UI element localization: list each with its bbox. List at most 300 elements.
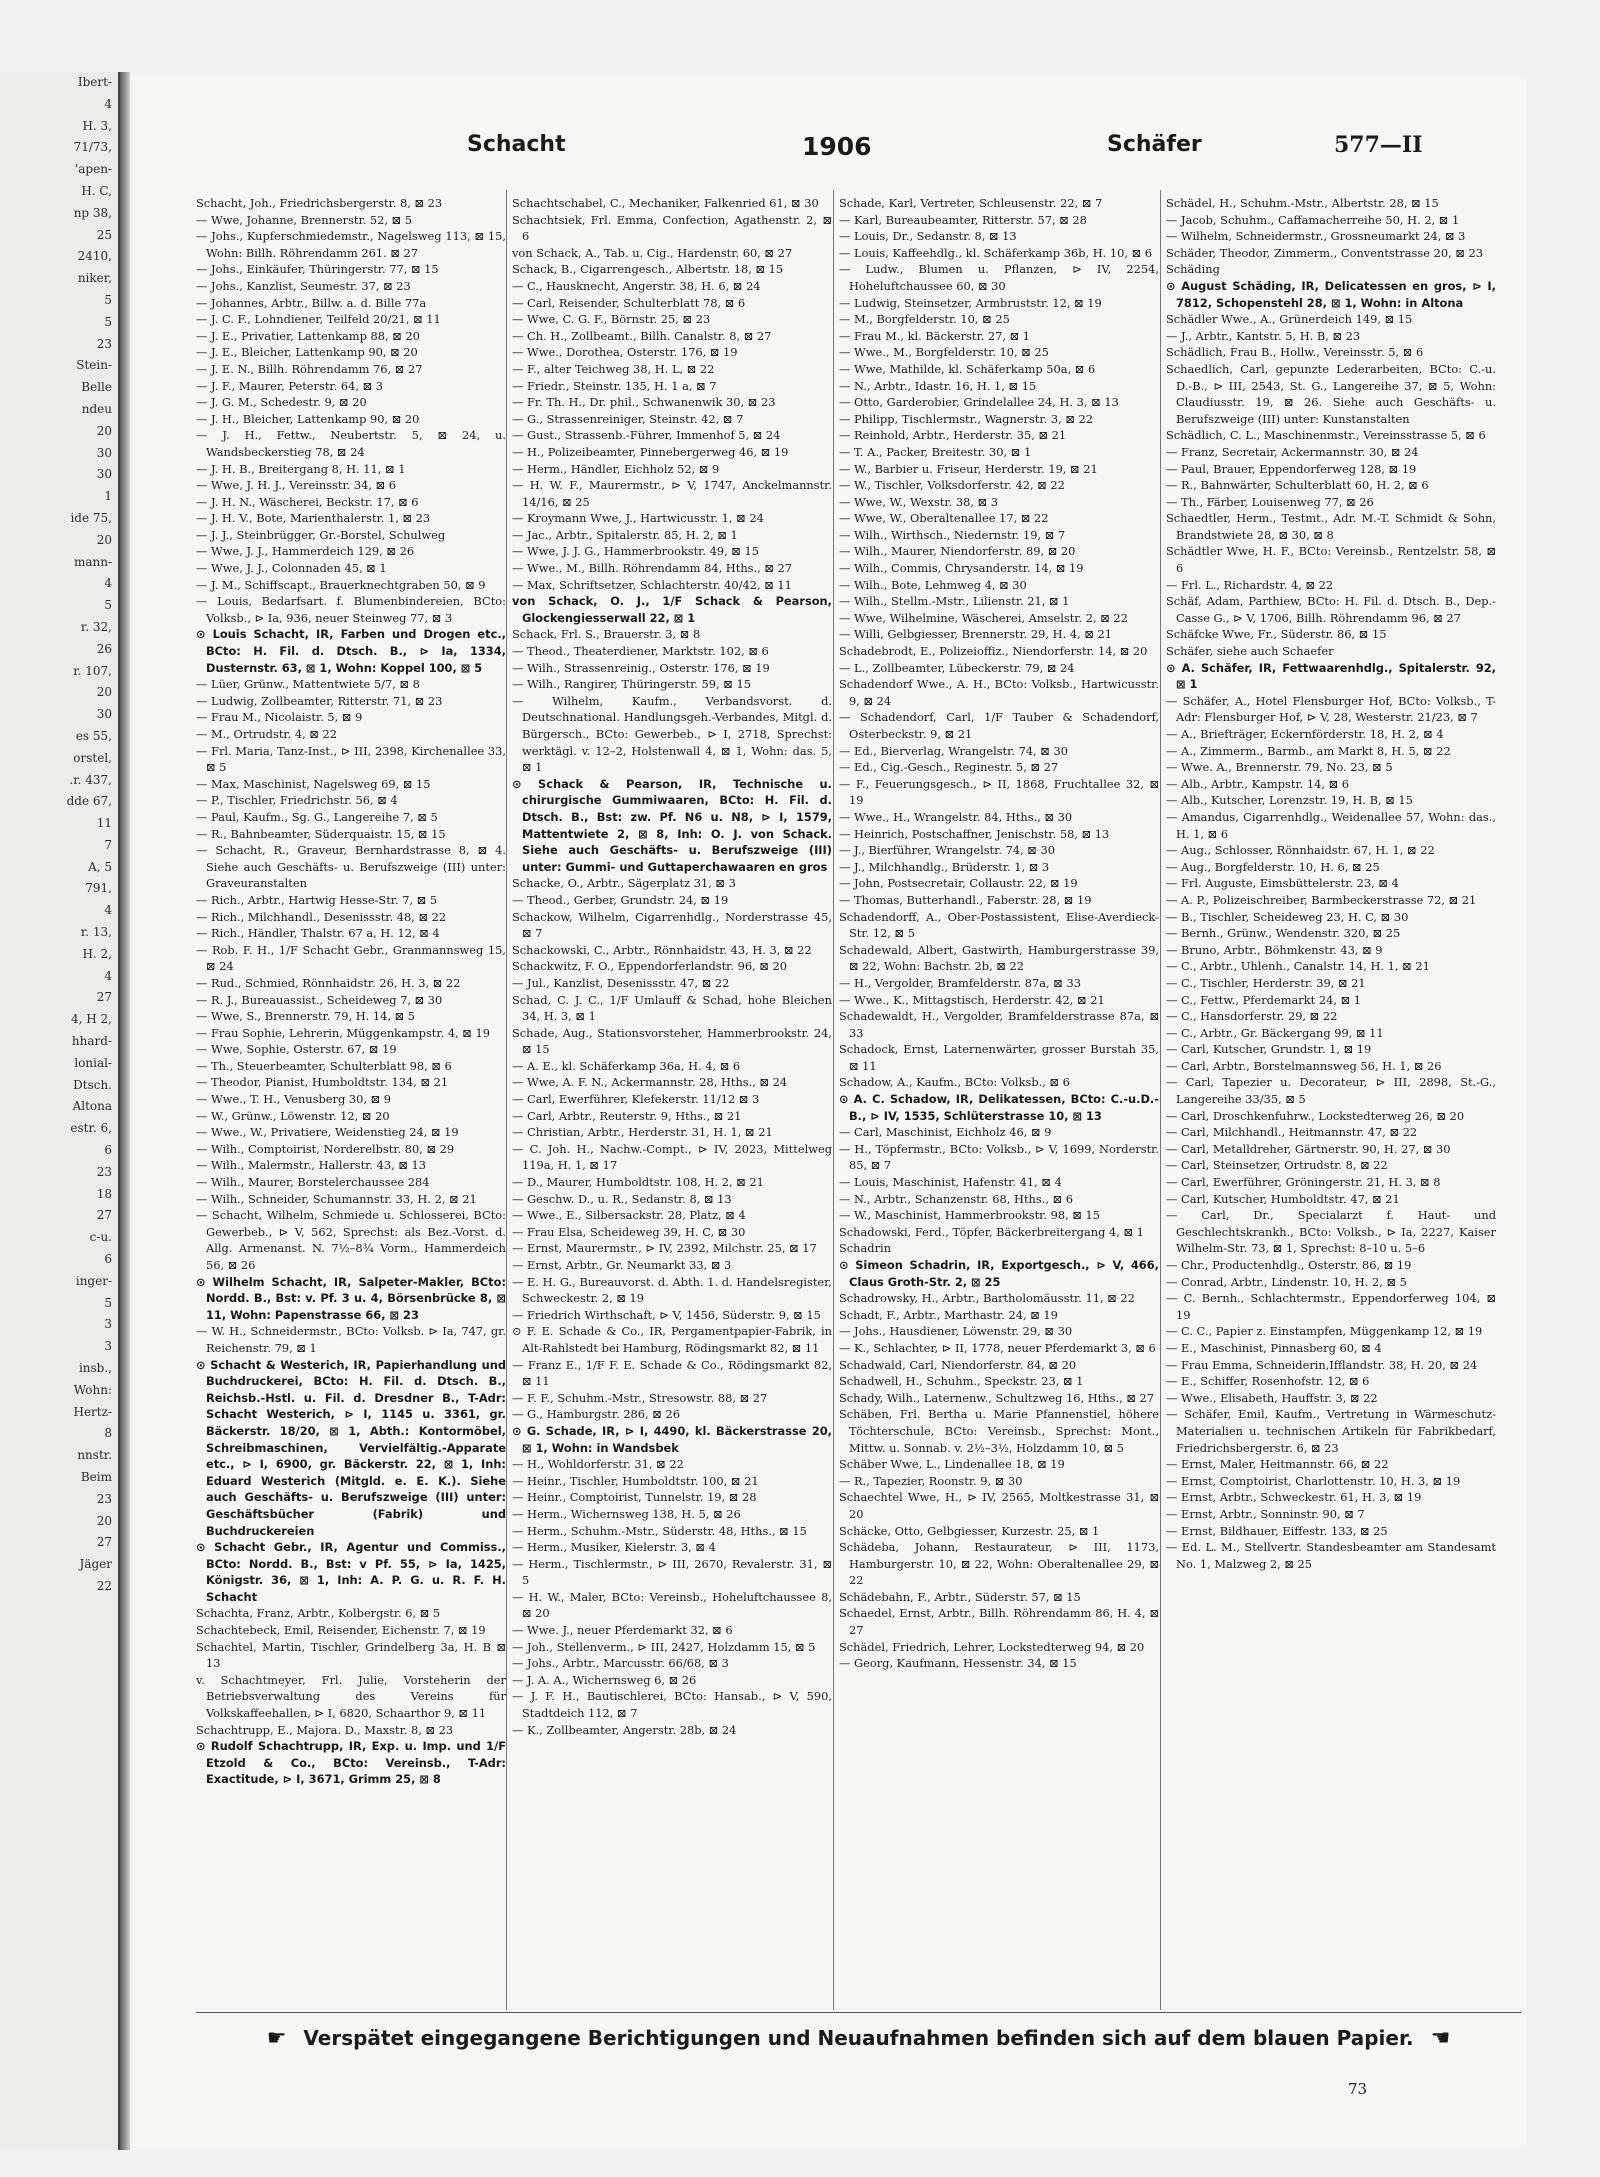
directory-entry: — C., Arbtr., Uhlenh., Canalstr. 14, H. 1, ⊠ 21 bbox=[1166, 959, 1430, 974]
directory-entry: — Friedr., Steinstr. 135, H. 1 a, ⊠ 7 bbox=[512, 378, 717, 393]
left-margin-fragment: 27 bbox=[96, 1208, 112, 1223]
header-right-keyword: Schäfer bbox=[1107, 132, 1202, 157]
left-margin-fragment: Beim bbox=[80, 1470, 112, 1484]
directory-entry: Schadwald, Carl, Niendorferstr. 84, ⊠ 20 bbox=[839, 1357, 1077, 1372]
left-margin-fragment: Wohn: bbox=[73, 1382, 112, 1397]
directory-entry: — Carl, Ewerführer, Klefekerstr. 11/12 ⊠ 3 bbox=[512, 1092, 760, 1107]
directory-entry: Schädtler Wwe, H. F., BCto: Vereinsb., Rentzelstr. 58, ⊠ 6 bbox=[1166, 544, 1496, 576]
directory-entry: — Rich., Händler, Thalstr. 67 a, H. 12, ⊠ 4 bbox=[196, 926, 440, 941]
directory-entry: — J. E., Privatier, Lattenkamp 88, ⊠ 20 bbox=[196, 328, 420, 343]
directory-entry: — C., Arbtr., Gr. Bäckergang 99, ⊠ 11 bbox=[1166, 1025, 1384, 1040]
directory-entry: Schadewaldt, H., Vergolder, Bramfelderstrasse 87a, ⊠ 33 bbox=[839, 1009, 1159, 1040]
directory-entry: — W., Maschinist, Hammerbrookstr. 98, ⊠ 15 bbox=[839, 1208, 1101, 1223]
directory-entry: — M., Ortrudstr. 4, ⊠ 22 bbox=[196, 727, 337, 741]
directory-entry: — Ernst, Maler, Heitmannstr. 66, ⊠ 22 bbox=[1166, 1457, 1389, 1472]
directory-entry: — W. H., Schneidermstr., BCto: Volksb. ⊳ Ia, 747, gr. Reichenstr. 79, ⊠ 1 bbox=[196, 1324, 506, 1355]
folio-number: 73 bbox=[1348, 2080, 1368, 2098]
directory-entry: — Ludwig, Zollbeamter, Ritterstr. 71, ⊠ 23 bbox=[196, 693, 443, 708]
directory-entry: — Theod., Theaterdiener, Marktstr. 102, ⊠ 6 bbox=[512, 644, 769, 659]
directory-entry: — Wwe., W., Privatiere, Weidenstieg 24, ⊠ 19 bbox=[196, 1125, 459, 1140]
directory-entry: Schachtsiek, Frl. Emma, Confection, Agathenstr. 2, ⊠ 6 bbox=[512, 212, 832, 244]
directory-entry: — Lüer, Grünw., Mattentwiete 5/7, ⊠ 8 bbox=[196, 677, 420, 692]
directory-entry: — Jul., Kanzlist, Desenissstr. 47, ⊠ 22 bbox=[512, 975, 730, 990]
directory-entry: — Karl, Bureaubeamter, Ritterstr. 57, ⊠ 28 bbox=[839, 212, 1087, 227]
directory-entry: — K., Zollbeamter, Angerstr. 28b, ⊠ 24 bbox=[512, 1722, 737, 1737]
directory-entry: — Ernst, Comptoirist, Charlottenstr. 10, H. 3, ⊠ 19 bbox=[1166, 1473, 1461, 1488]
directory-entry: — Conrad, Arbtr., Lindenstr. 10, H. 2, ⊠ 5 bbox=[1166, 1274, 1407, 1289]
directory-entry: Schaedtler, Herm., Testmt., Adr. M.-T. Schmidt & Sohn, Brandstwiete 28, ⊠ 30, ⊠ 8 bbox=[1166, 511, 1496, 542]
directory-entry: — H., Vergolder, Bramfelderstr. 87a, ⊠ 33 bbox=[839, 975, 1081, 990]
left-margin-fragment: 20 bbox=[96, 423, 112, 438]
directory-entry: — Ed., Cig.-Gesch., Reginestr. 5, ⊠ 27 bbox=[839, 760, 1059, 775]
directory-entry: — L., Zollbeamter, Lübeckerstr. 79, ⊠ 24 bbox=[839, 660, 1075, 675]
left-margin-fragment: mann- bbox=[73, 554, 112, 569]
directory-entry: Schack, B., Cigarrengesch., Albertstr. 18, ⊠ 15 bbox=[512, 262, 784, 277]
left-margin-fragment: 30 bbox=[96, 707, 112, 722]
left-margin-fragment: Hertz- bbox=[73, 1404, 112, 1419]
left-margin-fragment: 23 bbox=[96, 336, 112, 351]
left-margin-fragment: 5 bbox=[104, 1295, 112, 1310]
left-margin-fragment: inger- bbox=[75, 1273, 112, 1288]
footer-rule bbox=[196, 2012, 1521, 2013]
directory-entry: Schadrin bbox=[839, 1241, 892, 1256]
pointing-hand-right-icon: ☛ bbox=[266, 2026, 287, 2051]
directory-entry: — H., Wohldorferstr. 31, ⊠ 22 bbox=[512, 1457, 684, 1472]
directory-entry: — T. A., Packer, Breitestr. 30, ⊠ 1 bbox=[839, 444, 1032, 459]
directory-entry: Schädel, H., Schuhm.-Mstr., Albertstr. 28, ⊠ 15 bbox=[1166, 196, 1439, 210]
directory-entry: — Christian, Arbtr., Herderstr. 31, H. 1, ⊠ 21 bbox=[512, 1125, 773, 1140]
directory-entry: Schachtrupp, E., Majora. D., Maxstr. 8, ⊠ 23 bbox=[196, 1722, 454, 1737]
directory-entry: ⊙ Schacht & Westerich, IR, Papierhandlung und Buchdruckerei, BCto: H. Fil. d. Dtsch. B., Reichsb.-Hstl. u. Fil. d. Dresdner B., T-Adr: Schacht Westerich, ⊳ I, 1145 u. 3361, gr. Bäckerstr. 18/20, ⊠ 1, Abth.: Kontormöbel, Schreibmaschinen, Vervielfältig.-Apparate etc., ⊳ I, 6900, gr. Bäckerstr. 22, ⊠ 1, Inh: Eduard Westerich (Mitgld. e. E. K.). Siehe auch Geschäfts- u. Berufszweige (III) unter: Geschäftsbücher (Fabrik) und Buchdruckereien bbox=[196, 1357, 506, 1538]
directory-entry: — Wilh., Commis, Chrysanderstr. 14, ⊠ 19 bbox=[839, 561, 1084, 576]
directory-entry: — Wilh., Comptoirist, Norderelbstr. 80, ⊠ 29 bbox=[196, 1141, 455, 1156]
directory-entry: ⊙ August Schäding, IR, Delicatessen en gros, ⊳ I, 7812, Schopenstehl 28, ⊠ 1, Wohn: in Altona bbox=[1166, 278, 1496, 310]
directory-entry: Schackwitz, F. O., Eppendorferlandstr. 96, ⊠ 20 bbox=[512, 959, 787, 974]
directory-entry: ⊙ A. C. Schadow, IR, Delikatessen, BCto: C.-u.D.-B., ⊳ IV, 1535, Schlüterstrasse 10, ⊠ 13 bbox=[839, 1092, 1159, 1123]
directory-entry: — J. F. H., Bautischlerei, BCto: Hansab., ⊳ V, 590, Stadtdeich 112, ⊠ 7 bbox=[512, 1689, 832, 1721]
directory-entry: — Herm., Musiker, Kielerstr. 3, ⊠ 4 bbox=[512, 1540, 716, 1555]
directory-entry: — Louis, Maschinist, Hafenstr. 41, ⊠ 4 bbox=[839, 1175, 1062, 1190]
left-margin-fragment: r. 107, bbox=[73, 663, 112, 678]
directory-entry: — Ernst, Maurermstr., ⊳ IV, 2392, Milchstr. 25, ⊠ 17 bbox=[512, 1241, 817, 1256]
directory-entry: — Otto, Garderobier, Grindelallee 24, H. 3, ⊠ 13 bbox=[839, 395, 1119, 410]
directory-entry: ⊙ Wilhelm Schacht, IR, Salpeter-Makler, BCto: Nordd. B., Bst: v. Pf. 3 u. 4, Börsenbrücke 8, ⊠ 11, Wohn: Papenstrasse 66, ⊠ 23 bbox=[196, 1274, 506, 1322]
directory-entry: Schäder, Theodor, Zimmerm., Conventstrasse 20, ⊠ 23 bbox=[1166, 245, 1484, 260]
left-margin-fragment: ide 75, bbox=[70, 510, 112, 525]
directory-entry: — C., Hausknecht, Angerstr. 38, H. 6, ⊠ 24 bbox=[512, 278, 761, 293]
header-year: 1906 bbox=[802, 132, 872, 161]
left-margin-fragment: 6 bbox=[104, 1143, 112, 1158]
directory-entry: Schädler Wwe., A., Grünerdeich 149, ⊠ 15 bbox=[1166, 312, 1413, 327]
directory-entry: — Frau Emma, Schneiderin,Ifflandstr. 38, H. 20, ⊠ 24 bbox=[1166, 1357, 1478, 1372]
directory-entry: — Herm., Händler, Eichholz 52, ⊠ 9 bbox=[512, 461, 720, 476]
directory-entry: Schaechtel Wwe, H., ⊳ IV, 2565, Moltkestrasse 31, ⊠ 20 bbox=[839, 1490, 1159, 1521]
left-margin-fragment: H. C, bbox=[81, 183, 112, 198]
directory-entry: — N., Arbtr., Schanzenstr. 68, Hths., ⊠ 6 bbox=[839, 1191, 1073, 1206]
directory-entry: — Wilh., Malermstr., Hallerstr. 43, ⊠ 13 bbox=[196, 1158, 427, 1173]
directory-entry: Schaedlich, Carl, gepunzte Lederarbeiten, BCto: C.-u. D.-B., ⊳ III, 2543, St. G., Langereihe 37, ⊠ 5, Wohn: Claudiusstr. 19, ⊠ 26. Siehe auch Geschäfts- u. Berufszweige (III) unter: Kunstanstalten bbox=[1166, 361, 1496, 426]
left-margin-fragment: insb., bbox=[78, 1361, 112, 1376]
directory-entry: — H., Polizeibeamter, Pinnebergerweg 46, ⊠ 19 bbox=[512, 444, 789, 459]
directory-entry: — Wilhelm, Kaufm., Verbandsvorst. d. Deutschnational. Handlungsgeh.-Verbandes, Mitgl. d. Bürgersch., BCto: Gewerbeb., ⊳ I, 2718, Sprechst: werktägl. v. 12–2, Holstenwall 4, ⊠ 1, Wohn: das. 5, ⊠ 1 bbox=[512, 693, 832, 775]
left-margin-fragment: es 55, bbox=[75, 728, 112, 743]
directory-entry: — Theod., Gerber, Grundstr. 24, ⊠ 19 bbox=[512, 892, 729, 907]
directory-entry: Schackow, Wilhelm, Cigarrenhdlg., Norderstrasse 45, ⊠ 7 bbox=[512, 909, 832, 941]
directory-entry: — Frau Sophie, Lehrerin, Müggenkampstr. 4, ⊠ 19 bbox=[196, 1025, 490, 1040]
left-margin-fragment: r. 32, bbox=[80, 619, 112, 634]
directory-entry: — Georg, Kaufmann, Hessenstr. 34, ⊠ 15 bbox=[839, 1656, 1077, 1671]
directory-entry: — C., Tischler, Herderstr. 39, ⊠ 21 bbox=[1166, 975, 1366, 990]
column-4 bbox=[1166, 195, 1496, 2010]
directory-entry: v. Schachtmeyer, Frl. Julie, Vorsteherin der Betriebsverwaltung des Vereins für Volkskaffeehallen, ⊳ I, 6820, Schaarthor 9, ⊠ 11 bbox=[196, 1672, 506, 1721]
directory-entry: — J. G. M., Schedestr. 9, ⊠ 20 bbox=[196, 395, 367, 410]
directory-entry: — Wwe., M., Borgfelderstr. 10, ⊠ 25 bbox=[839, 345, 1049, 360]
left-margin-text bbox=[0, 72, 118, 1598]
directory-entry: Schacke, O., Arbtr., Sägerplatz 31, ⊠ 3 bbox=[512, 876, 736, 891]
directory-entry: — Johs., Hausdiener, Löwenstr. 29, ⊠ 30 bbox=[839, 1324, 1073, 1339]
directory-entry: Schäding bbox=[1166, 262, 1220, 277]
left-margin-fragment: 1 bbox=[104, 489, 112, 504]
directory-entry: — Jacob, Schuhm., Caffamacherreihe 50, H. 2, ⊠ 1 bbox=[1166, 212, 1460, 227]
directory-entry: Schadwell, H., Schuhm., Speckstr. 23, ⊠ 1 bbox=[839, 1374, 1084, 1389]
directory-entry: — R., Bahnwärter, Schulterblatt 60, H. 2, ⊠ 6 bbox=[1166, 478, 1429, 493]
directory-entry: — Amandus, Cigarrenhdlg., Weidenallee 57, Wohn: das., H. 1, ⊠ 6 bbox=[1166, 809, 1496, 841]
left-margin-fragment: H. 3, bbox=[82, 118, 112, 133]
left-margin-fragment: np 38, bbox=[73, 205, 112, 220]
directory-entry: — N., Arbtr., Idastr. 16, H. 1, ⊠ 15 bbox=[839, 378, 1037, 393]
directory-entry: — Ernst, Arbtr., Schweckestr. 61, H. 3, ⊠ 19 bbox=[1166, 1490, 1422, 1505]
directory-entry: — Chr., Productenhdlg., Osterstr. 86, ⊠ 19 bbox=[1166, 1258, 1412, 1272]
directory-entry: — C., Hansdorferstr. 29, ⊠ 22 bbox=[1166, 1009, 1338, 1024]
directory-entry: — Wilh., Maurer, Borstelerchaussee 284 bbox=[196, 1175, 430, 1190]
directory-entry: — E., Schiffer, Rosenhofstr. 12, ⊠ 6 bbox=[1166, 1374, 1370, 1389]
directory-entry: — Wwe, A. F. N., Ackermannstr. 28, Hths., ⊠ 24 bbox=[512, 1075, 788, 1090]
directory-entry: — Schäfer, A., Hotel Flensburger Hof, BCto: Volksb., T-Adr: Flensburger Hof, ⊳ V, 28, Westerstr. 21/23, ⊠ 7 bbox=[1166, 693, 1496, 725]
left-margin-fragment: 18 bbox=[96, 1186, 112, 1201]
directory-entry: Schadendorff, A., Ober-Postassistent, Elise-Averdieck-Str. 12, ⊠ 5 bbox=[839, 909, 1159, 941]
directory-entry: Schack, Frl. S., Brauerstr. 3, ⊠ 8 bbox=[512, 627, 701, 642]
directory-entry: — Alb., Arbtr., Kampstr. 14, ⊠ 6 bbox=[1166, 776, 1350, 791]
directory-entry: — C. C., Papier z. Einstampfen, Müggenkamp 12, ⊠ 19 bbox=[1166, 1324, 1483, 1339]
directory-entry: — J. A. A., Wichernsweg 6, ⊠ 26 bbox=[512, 1672, 697, 1687]
directory-entry: — Frau M., kl. Bäckerstr. 27, ⊠ 1 bbox=[839, 328, 1031, 343]
directory-entry: — W., Tischler, Volksdorferstr. 42, ⊠ 22 bbox=[839, 478, 1065, 493]
left-margin-fragment: 25 bbox=[96, 227, 112, 242]
left-margin-fragment: 4 bbox=[104, 96, 112, 111]
directory-entry: — Wwe., H., Wrangelstr. 84, Hths., ⊠ 30 bbox=[839, 809, 1073, 824]
directory-entry: — Ernst, Bildhauer, Eiffestr. 133, ⊠ 25 bbox=[1166, 1523, 1388, 1538]
left-margin-fragment: dde 67, bbox=[66, 794, 112, 809]
column-3 bbox=[839, 195, 1159, 2010]
directory-entry: ⊙ G. Schade, IR, ⊳ I, 4490, kl. Bäckerstrasse 20, ⊠ 1, Wohn: in Wandsbek bbox=[512, 1423, 832, 1455]
left-margin-fragment: 7 bbox=[104, 837, 112, 852]
directory-entry: — J. M., Schiffscapt., Brauerknechtgraben 50, ⊠ 9 bbox=[196, 577, 486, 592]
directory-columns bbox=[196, 195, 1521, 2010]
directory-entry: — Max, Schriftsetzer, Schlachterstr. 40/42, ⊠ 11 bbox=[512, 577, 792, 592]
directory-entry: — Johs., Kanzlist, Seumestr. 37, ⊠ 23 bbox=[196, 278, 411, 293]
directory-entry: — H. W., Maler, BCto: Vereinsb., Hoheluftchaussee 8, ⊠ 20 bbox=[512, 1589, 832, 1621]
left-margin-fragment: c-u. bbox=[89, 1230, 112, 1245]
directory-entry: Schädlich, C. L., Maschinenmstr., Vereinsstrasse 5, ⊠ 6 bbox=[1166, 428, 1486, 443]
directory-entry: — P., Tischler, Friedrichstr. 56, ⊠ 4 bbox=[196, 793, 398, 808]
left-margin-fragment: Belle bbox=[81, 380, 112, 395]
directory-entry: — Wwe, Mathilde, kl. Schäferkamp 50a, ⊠ 6 bbox=[839, 361, 1096, 376]
directory-entry: — F. F., Schuhm.-Mstr., Stresowstr. 88, ⊠ 27 bbox=[512, 1390, 768, 1405]
directory-entry: — John, Postsecretair, Collaustr. 22, ⊠ 19 bbox=[839, 876, 1078, 891]
directory-entry: von Schack, A., Tab. u. Cig., Hardenstr. 60, ⊠ 27 bbox=[512, 245, 793, 260]
directory-entry: — Wwe., E., Silbersackstr. 28, Platz, ⊠ 4 bbox=[512, 1208, 746, 1223]
left-margin-fragment: 71/73, bbox=[73, 140, 112, 155]
directory-entry: — Friedrich Wirthschaft, ⊳ V, 1456, Süderstr. 9, ⊠ 15 bbox=[512, 1307, 821, 1322]
directory-entry: — J. F., Maurer, Peterstr. 64, ⊠ 3 bbox=[196, 378, 383, 393]
directory-entry: — Reinhold, Arbtr., Herderstr. 35, ⊠ 21 bbox=[839, 428, 1067, 443]
directory-entry: — Wwe, Wilhelmine, Wäscherei, Amselstr. 2, ⊠ 22 bbox=[839, 610, 1128, 625]
directory-entry: — A. E., kl. Schäferkamp 36a, H. 4, ⊠ 6 bbox=[512, 1058, 741, 1073]
footer-notice bbox=[196, 2020, 1521, 2056]
directory-entry: — H., Töpfermstr., BCto: Volksb., ⊳ V, 1699, Norderstr. 85, ⊠ 7 bbox=[839, 1141, 1159, 1173]
directory-entry: — Wwe. J., neuer Pferdemarkt 32, ⊠ 6 bbox=[512, 1623, 733, 1638]
directory-entry: — Frau Elsa, Scheideweg 39, H. C, ⊠ 30 bbox=[512, 1224, 746, 1239]
left-margin-fragment: 'apen- bbox=[74, 162, 112, 177]
directory-entry: — Th., Steuerbeamter, Schulterblatt 98, ⊠ 6 bbox=[196, 1058, 452, 1073]
directory-entry: Schachtschabel, C., Mechaniker, Falkenried 61, ⊠ 30 bbox=[512, 196, 819, 210]
directory-entry: — G., Strassenreiniger, Steinstr. 42, ⊠ 7 bbox=[512, 411, 744, 426]
directory-entry: Schacht, Joh., Friedrichsbergerstr. 8, ⊠ 23 bbox=[196, 196, 443, 210]
directory-entry: — Wilh., Strassenreinig., Osterstr. 176, ⊠ 19 bbox=[512, 660, 770, 675]
directory-entry: — Wwe. A., Brennerstr. 79, No. 23, ⊠ 5 bbox=[1166, 760, 1393, 775]
directory-entry: — B., Tischler, Scheideweg 23, H. C, ⊠ 30 bbox=[1166, 909, 1409, 924]
directory-entry: — J. E. N., Billh. Röhrendamm 76, ⊠ 27 bbox=[196, 361, 423, 376]
directory-entry: — C., Fettw., Pferdemarkt 24, ⊠ 1 bbox=[1166, 992, 1362, 1007]
directory-entry: — E., Maschinist, Pinnasberg 60, ⊠ 4 bbox=[1166, 1340, 1382, 1355]
directory-entry: ⊙ Schack & Pearson, IR, Technische u. chirurgische Gummiwaaren, BCto: H. Fil. d. Dtsch. B., Bst: zw. Pf. N6 u. N8, ⊳ I, 1579, Mattentwiete 2, ⊠ 8, Inh: O. J. von Schack. Siehe auch Geschäfts- u. Berufszweige (III) unter: Gummi- und Guttaperchawaaren en gros bbox=[512, 776, 832, 874]
pointing-hand-left-icon: ☚ bbox=[1430, 2026, 1451, 2051]
directory-entry: — K., Schlachter, ⊳ II, 1778, neuer Pferdemarkt 3, ⊠ 6 bbox=[839, 1340, 1156, 1355]
directory-entry: — Wwe, W., Wexstr. 38, ⊠ 3 bbox=[839, 494, 998, 509]
directory-entry: — Carl, Tapezier u. Decorateur, ⊳ III, 2898, St.-G., Langereihe 33/35, ⊠ 5 bbox=[1166, 1075, 1496, 1107]
directory-entry: — Wwe, Sophie, Osterstr. 67, ⊠ 19 bbox=[196, 1042, 397, 1057]
directory-entry: — Herm., Schuhm.-Mstr., Süderstr. 48, Hths., ⊠ 15 bbox=[512, 1523, 807, 1538]
directory-entry: — Aug., Borgfelderstr. 10, H. 6, ⊠ 25 bbox=[1166, 859, 1380, 874]
directory-entry: — Joh., Stellenverm., ⊳ III, 2427, Holzdamm 15, ⊠ 5 bbox=[512, 1639, 816, 1654]
directory-entry: — Carl, Ewerführer, Gröningerstr. 21, H. 3, ⊠ 8 bbox=[1166, 1175, 1441, 1190]
directory-entry: Schad, C. J. C., 1/F Umlauff & Schad, hohe Bleichen 34, H. 3, ⊠ 1 bbox=[512, 992, 832, 1024]
directory-entry: — Wilh., Stellm.-Mstr., Lilienstr. 21, ⊠ 1 bbox=[839, 594, 1070, 609]
directory-entry: — R., Tapezier, Roonstr. 9, ⊠ 30 bbox=[839, 1473, 1023, 1488]
directory-entry: — Johs., Einkäufer, Thüringerstr. 77, ⊠ 15 bbox=[196, 262, 439, 277]
directory-entry: — Carl, Arbtr., Borstelmannsweg 56, H. 1, ⊠ 26 bbox=[1166, 1058, 1442, 1073]
directory-entry: — Frl. Auguste, Eimsbüttelerstr. 23, ⊠ 4 bbox=[1166, 876, 1399, 891]
directory-entry: — Heinr., Tischler, Humboldtstr. 100, ⊠ 21 bbox=[512, 1473, 759, 1488]
directory-entry: — Carl, Droschkenfuhrw., Lockstedterweg 26, ⊠ 20 bbox=[1166, 1108, 1465, 1123]
directory-entry: — J. C. F., Lohndiener, Teilfeld 20/21, ⊠ 11 bbox=[196, 312, 441, 327]
directory-entry: ⊙ Rudolf Schachtrupp, IR, Exp. u. Imp. und 1/F Etzold & Co., BCto: Vereinsb., T-Adr: Exactitude, ⊳ I, 3671, Grimm 25, ⊠ 8 bbox=[196, 1739, 506, 1787]
left-margin-fragment: 5 bbox=[104, 314, 112, 329]
directory-entry: — A., Zimmerm., Barmb., am Markt 8, H. 5, ⊠ 22 bbox=[1166, 743, 1451, 758]
left-margin-fragment: 26 bbox=[96, 641, 112, 656]
directory-entry: — Wilhelm, Schneidermstr., Grossneumarkt 24, ⊠ 3 bbox=[1166, 229, 1466, 244]
directory-entry: — Carl, Kutscher, Grundstr. 1, ⊠ 19 bbox=[1166, 1042, 1372, 1057]
directory-entry: — F., Feuerungsgesch., ⊳ II, 1868, Fruchtallee 32, ⊠ 19 bbox=[839, 776, 1159, 808]
directory-entry: — Schäfer, Emil, Kaufm., Vertretung in Wärmeschutz-Materialien u. technischen Artikeln für Fabrikbedarf, Friedrichsbergerstr. 6, ⊠ 23 bbox=[1166, 1407, 1496, 1455]
directory-entry: — Rud., Schmied, Rönnhaidstr. 26, H. 3, ⊠ 22 bbox=[196, 975, 461, 990]
left-margin-fragment: 3 bbox=[104, 1317, 112, 1332]
left-margin-fragment: 23 bbox=[96, 1164, 112, 1179]
left-margin-fragment: ndeu bbox=[81, 401, 112, 416]
left-margin-fragment: 5 bbox=[104, 598, 112, 613]
directory-entry: — A. P., Polizeischreiber, Barmbeckerstrasse 72, ⊠ 21 bbox=[1166, 892, 1477, 907]
directory-entry: — E. H. G., Bureauvorst. d. Abth. 1. d. Handelsregister, Schweckestr. 2, ⊠ 19 bbox=[512, 1274, 832, 1306]
directory-entry: ⊙ F. E. Schade & Co., IR, Pergamentpapier-Fabrik, in Alt-Rahlstedt bei Hamburg, Rödingsmarkt 82, ⊠ 11 bbox=[512, 1324, 832, 1355]
directory-entry: — Th., Färber, Louisenweg 77, ⊠ 26 bbox=[1166, 494, 1374, 509]
directory-entry: — Paul, Brauer, Eppendorferweg 128, ⊠ 19 bbox=[1166, 461, 1417, 476]
directory-entry: — Wwe., Elisabeth, Hauffstr. 3, ⊠ 22 bbox=[1166, 1390, 1378, 1405]
directory-entry: — Carl, Maschinist, Eichholz 46, ⊠ 9 bbox=[839, 1125, 1052, 1140]
directory-entry: — J. H. V., Bote, Marienthalerstr. 1, ⊠ 23 bbox=[196, 511, 431, 526]
column-1 bbox=[196, 195, 506, 2010]
directory-entry: Schäber Wwe, L., Lindenallee 18, ⊠ 19 bbox=[839, 1457, 1065, 1472]
directory-entry: — Carl, Reisender, Schulterblatt 78, ⊠ 6 bbox=[512, 295, 746, 310]
directory-entry: — Wwe, S., Brennerstr. 79, H. 14, ⊠ 5 bbox=[196, 1009, 416, 1024]
directory-entry: — Bruno, Arbtr., Böhmkenstr. 43, ⊠ 9 bbox=[1166, 942, 1383, 957]
directory-entry: Schädel, Friedrich, Lehrer, Lockstedterweg 94, ⊠ 20 bbox=[839, 1639, 1145, 1654]
directory-entry: — J. H., Bleicher, Lattenkamp 90, ⊠ 20 bbox=[196, 411, 420, 426]
directory-entry: Schäfcke Wwe, Fr., Süderstr. 86, ⊠ 15 bbox=[1166, 627, 1387, 642]
left-margin-fragment: 20 bbox=[96, 1513, 112, 1528]
directory-entry: — Wilh., Schneider, Schumannstr. 33, H. 2, ⊠ 21 bbox=[196, 1191, 477, 1206]
directory-entry: — Jac., Arbtr., Spitalerstr. 85, H. 2, ⊠ 1 bbox=[512, 527, 738, 542]
directory-entry: Schadendorf Wwe., A. H., BCto: Volksb., Hartwicusstr. 9, ⊠ 24 bbox=[839, 677, 1159, 708]
directory-entry: — Ernst, Arbtr., Gr. Neumarkt 33, ⊠ 3 bbox=[512, 1258, 732, 1272]
directory-entry: Schachtel, Martin, Tischler, Grindelberg 3a, H. B ⊠ 13 bbox=[196, 1639, 506, 1671]
left-margin-fragment: 30 bbox=[96, 467, 112, 482]
directory-entry: — Wwe, C. G. F., Börnstr. 25, ⊠ 23 bbox=[512, 312, 711, 327]
directory-entry: — R. J., Bureauassist., Scheideweg 7, ⊠ 30 bbox=[196, 992, 443, 1007]
left-margin-fragment: 5 bbox=[104, 292, 112, 307]
directory-entry: Schädebahn, F., Arbtr., Süderstr. 57, ⊠ 15 bbox=[839, 1589, 1081, 1604]
left-margin-fragment: lonial- bbox=[74, 1055, 112, 1070]
directory-entry: — Herm., Tischlermstr., ⊳ III, 2670, Revalerstr. 31, ⊠ 5 bbox=[512, 1556, 832, 1588]
directory-entry: Schaedel, Ernst, Arbtr., Billh. Röhrendamm 86, H. 4, ⊠ 27 bbox=[839, 1606, 1159, 1638]
directory-entry: — Wilh., Maurer, Niendorferstr. 89, ⊠ 20 bbox=[839, 544, 1076, 559]
directory-entry: — Wwe., Dorothea, Osterstr. 176, ⊠ 19 bbox=[512, 345, 738, 360]
directory-entry: ⊙ Schacht Gebr., IR, Agentur und Commiss., BCto: Nordd. B., Bst: v Pf. 55, ⊳ Ia, 1425, Königstr. 36, ⊠ 1, Inh: A. P. G. u. R. F. H. Schacht bbox=[196, 1540, 506, 1604]
directory-entry: — F., alter Teichweg 38, H. L, ⊠ 22 bbox=[512, 361, 715, 376]
header-page-number: 577—II bbox=[1334, 132, 1423, 158]
directory-entry: — Wwe, J. J. G., Hammerbrookstr. 49, ⊠ 15 bbox=[512, 544, 759, 559]
page-header bbox=[332, 132, 1552, 166]
directory-entry: Schäcke, Otto, Gelbgiesser, Kurzestr. 25, ⊠ 1 bbox=[839, 1523, 1100, 1538]
directory-entry: — Frl. L., Richardstr. 4, ⊠ 22 bbox=[1166, 577, 1334, 592]
left-margin-fragment: Ibert- bbox=[77, 75, 112, 89]
directory-entry: Schäf, Adam, Parthiew, BCto: H. Fil. d. Dtsch. B., Dep.-Casse G., ⊳ V, 1706, Billh. Röhrendamm 96, ⊠ 27 bbox=[1166, 594, 1496, 625]
directory-entry: — Willi, Gelbgiesser, Brennerstr. 29, H. 4, ⊠ 21 bbox=[839, 627, 1112, 642]
directory-entry: Schadowski, Ferd., Töpfer, Bäckerbreitergang 4, ⊠ 1 bbox=[839, 1224, 1144, 1239]
directory-entry: — Ed. L. M., Stellvertr. Standesbeamter am Standesamt No. 1, Malzweg 2, ⊠ 25 bbox=[1166, 1540, 1496, 1571]
directory-entry: — Thomas, Butterhandl., Faberstr. 28, ⊠ 19 bbox=[839, 892, 1092, 907]
left-margin-fragment: 23 bbox=[96, 1491, 112, 1506]
directory-entry: — Heinr., Comptoirist, Tunnelstr. 19, ⊠ 28 bbox=[512, 1490, 757, 1505]
left-margin-fragment: 20 bbox=[96, 685, 112, 700]
directory-entry: — Aug., Schlosser, Rönnhaidstr. 67, H. 1, ⊠ 22 bbox=[1166, 843, 1435, 858]
directory-entry: — M., Borgfelderstr. 10, ⊠ 25 bbox=[839, 312, 1010, 327]
left-margin-fragment: hhard- bbox=[71, 1034, 112, 1049]
directory-entry: ⊙ Louis Schacht, IR, Farben und Drogen etc., BCto: H. Fil. d. Dtsch. B., ⊳ Ia, 1334, Dusternstr. 63, ⊠ 1, Wohn: Koppel 100, ⊠ 5 bbox=[196, 627, 506, 675]
directory-entry: — H. W. F., Maurermstr., ⊳ V, 1747, Anckelmannstr. 14/16, ⊠ 25 bbox=[512, 478, 832, 509]
left-margin-fragment: Altona bbox=[72, 1099, 112, 1114]
directory-entry: Schädeba, Johann, Restaurateur, ⊳ III, 1173, Hamburgerstr. 10, ⊠ 22, Wohn: Oberaltenallee 29, ⊠ 22 bbox=[839, 1540, 1159, 1588]
directory-entry: Schackowski, C., Arbtr., Rönnhaidstr. 43, H. 3, ⊠ 22 bbox=[512, 942, 812, 957]
directory-entry: — Wwe, J. J., Hammerdeich 129, ⊠ 26 bbox=[196, 544, 415, 559]
directory-entry: — Philipp, Tischlermstr., Wagnerstr. 3, ⊠ 22 bbox=[839, 411, 1094, 426]
column-2 bbox=[512, 195, 832, 2010]
directory-entry: — Schacht, R., Graveur, Bernhardstrasse 8, ⊠ 4. Siehe auch Geschäfts- u. Berufszweige (III) unter: Graveuranstalten bbox=[196, 843, 506, 891]
directory-entry: — Bernh., Grünw., Wendenstr. 320, ⊠ 25 bbox=[1166, 926, 1401, 941]
left-margin-fragment: 27 bbox=[96, 990, 112, 1005]
directory-entry: — J. H. B., Breitergang 8, H. 11, ⊠ 1 bbox=[196, 461, 406, 476]
left-margin-fragment: 11 bbox=[96, 816, 112, 831]
directory-entry: — Wilh., Bote, Lehmweg 4, ⊠ 30 bbox=[839, 577, 1027, 592]
left-margin-fragment: 27 bbox=[96, 1535, 112, 1550]
left-margin-fragment: H. 2, bbox=[82, 946, 112, 961]
directory-entry: — W., Grünw., Löwenstr. 12, ⊠ 20 bbox=[196, 1108, 390, 1123]
directory-entry: — Johs., Kupferschmiedemstr., Nagelsweg 113, ⊠ 15, Wohn: Billh. Röhrendamm 261. ⊠ 27 bbox=[196, 229, 506, 260]
directory-entry: — Carl, Kutscher, Humboldtstr. 47, ⊠ 21 bbox=[1166, 1191, 1400, 1206]
directory-entry: — C. Joh. H., Nachw.-Compt., ⊳ IV, 2023, Mittelweg 119a, H. 1, ⊠ 17 bbox=[512, 1141, 832, 1173]
directory-entry: ⊙ A. Schäfer, IR, Fettwaarenhdlg., Spitalerstr. 92, ⊠ 1 bbox=[1166, 660, 1496, 692]
directory-entry: Schäfer, siehe auch Schaefer bbox=[1166, 644, 1334, 659]
directory-entry: Schädlich, Frau B., Hollw., Vereinsstr. 5, ⊠ 6 bbox=[1166, 345, 1424, 360]
directory-entry: Schäben, Frl. Bertha u. Marie Pfannenstiel, höhere Töchterschule, BCto: Vereinsb., Sprechst: Mont., Mittw. u. Sonnab. v. 2½–3½, Holzdamm 10, ⊠ 5 bbox=[839, 1407, 1159, 1455]
directory-entry: — R., Bahnbeamter, Süderquaistr. 15, ⊠ 15 bbox=[196, 826, 446, 841]
directory-entry: — Rich., Arbtr., Hartwig Hesse-Str. 7, ⊠ 5 bbox=[196, 892, 438, 907]
directory-entry: — Carl, Milchhandl., Heitmannstr. 47, ⊠ 22 bbox=[1166, 1125, 1418, 1140]
directory-entry: — Ch. H., Zollbeamt., Billh. Canalstr. 8, ⊠ 27 bbox=[512, 328, 772, 343]
left-margin-fragment: A, 5 bbox=[88, 859, 112, 874]
left-margin-fragment: 3 bbox=[104, 1339, 112, 1354]
directory-entry: Schade, Karl, Vertreter, Schleusenstr. 22, ⊠ 7 bbox=[839, 196, 1103, 210]
left-margin-fragment: orstel, bbox=[73, 750, 112, 765]
directory-entry: Schade, Aug., Stationsvorsteher, Hammerbrookstr. 24, ⊠ 15 bbox=[512, 1025, 832, 1057]
directory-entry: — W., Barbier u. Friseur, Herderstr. 19, ⊠ 21 bbox=[839, 461, 1098, 476]
directory-entry: Schadock, Ernst, Laternenwärter, grosser Burstah 35, ⊠ 11 bbox=[839, 1042, 1159, 1073]
directory-entry: — Frl. Maria, Tanz-Inst., ⊳ III, 2398, Kirchenallee 33, ⊠ 5 bbox=[196, 743, 506, 775]
directory-entry: Schadewald, Albert, Gastwirth, Hamburgerstrasse 39, ⊠ 22, Wohn: Bachstr. 2b, ⊠ 22 bbox=[839, 942, 1159, 974]
directory-entry: — Carl, Metalldreher, Gärtnerstr. 90, H. 27, ⊠ 30 bbox=[1166, 1141, 1451, 1156]
left-margin-fragment: 791, bbox=[85, 881, 112, 896]
left-margin-fragment: 8 bbox=[104, 1426, 112, 1441]
left-margin-fragment: Jäger bbox=[79, 1557, 112, 1572]
directory-entry: — Alb., Kutscher, Lorenzstr. 19, H. B, ⊠ 15 bbox=[1166, 793, 1413, 808]
directory-entry: — Wwe., M., Billh. Röhrendamm 84, Hths., ⊠ 27 bbox=[512, 561, 793, 576]
left-margin-fragment: 2410, bbox=[77, 249, 112, 264]
directory-entry: — Carl, Arbtr., Reuterstr. 9, Hths., ⊠ 21 bbox=[512, 1108, 742, 1123]
left-margin-fragment: 4 bbox=[104, 576, 112, 591]
directory-entry: — J., Bierführer, Wrangelstr. 74, ⊠ 30 bbox=[839, 843, 1055, 858]
directory-entry: — C. Bernh., Schlachtermstr., Eppendorferweg 104, ⊠ 19 bbox=[1166, 1291, 1496, 1322]
directory-entry: Schachta, Franz, Arbtr., Kolbergstr. 6, ⊠ 5 bbox=[196, 1606, 441, 1621]
directory-entry: — Fr. Th. H., Dr. phil., Schwanenwik 30, ⊠ 23 bbox=[512, 395, 776, 410]
directory-entry: — Geschw. D., u. R., Sedanstr. 8, ⊠ 13 bbox=[512, 1191, 732, 1206]
directory-entry: — D., Maurer, Humboldtstr. 108, H. 2, ⊠ 21 bbox=[512, 1175, 764, 1190]
directory-entry: — Rich., Milchhandl., Desenissstr. 48, ⊠ 22 bbox=[196, 909, 447, 924]
directory-entry: — Ed., Bierverlag, Wrangelstr. 74, ⊠ 30 bbox=[839, 743, 1068, 758]
directory-entry: — Wilh., Rangirer, Thüringerstr. 59, ⊠ 15 bbox=[512, 677, 751, 692]
left-margin-fragment: estr. 6, bbox=[70, 1121, 112, 1136]
left-margin-fragment: r. 13, bbox=[80, 925, 112, 940]
directory-entry: Schadebrodt, E., Polizeioffiz., Niendorferstr. 14, ⊠ 20 bbox=[839, 644, 1148, 659]
directory-entry: — Gust., Strassenb.-Führer, Immenhof 5, ⊠ 24 bbox=[512, 428, 781, 443]
